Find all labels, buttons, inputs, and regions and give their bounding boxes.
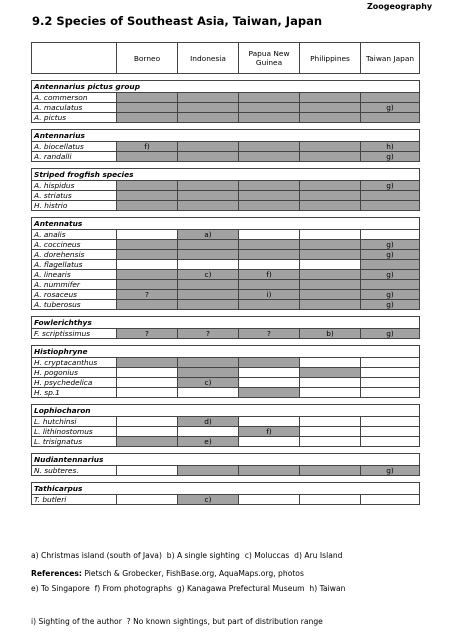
- spacer-cell: [32, 339, 420, 346]
- distribution-cell: [300, 427, 361, 437]
- distribution-cell: [117, 240, 178, 250]
- species-name: L. lithinostomus: [32, 427, 117, 437]
- distribution-cell: [300, 290, 361, 300]
- distribution-cell: g): [361, 250, 420, 260]
- distribution-cell: [117, 427, 178, 437]
- spacer-cell: [32, 123, 420, 130]
- distribution-cell: d): [178, 417, 239, 427]
- species-name: A. hispidus: [32, 181, 117, 191]
- group-title: Striped frogfish species: [32, 169, 420, 181]
- species-name: H. cryptacanthus: [32, 358, 117, 368]
- distribution-cell: c): [178, 270, 239, 280]
- distribution-cell: b): [300, 329, 361, 339]
- group-title: Nudiantennarius: [32, 454, 420, 466]
- distribution-cell: [117, 495, 178, 505]
- distribution-cell: [117, 358, 178, 368]
- species-name: H. psychedelica: [32, 378, 117, 388]
- section-tag: Zoogeography: [367, 2, 433, 11]
- distribution-cell: [239, 142, 300, 152]
- distribution-cell: [117, 280, 178, 290]
- group-header-row: [32, 483, 420, 495]
- distribution-cell: [117, 437, 178, 447]
- distribution-cell: [239, 466, 300, 476]
- group-spacer: [32, 476, 420, 483]
- distribution-cell: f): [239, 427, 300, 437]
- distribution-cell: [361, 260, 420, 270]
- distribution-cell: [178, 201, 239, 211]
- group-header-row: [32, 81, 420, 93]
- distribution-cell: [178, 427, 239, 437]
- distribution-cell: [300, 417, 361, 427]
- distribution-cell: [178, 466, 239, 476]
- distribution-cell: [239, 280, 300, 290]
- distribution-cell: g): [361, 300, 420, 310]
- group-title: Lophiocharon: [32, 405, 420, 417]
- distribution-cell: [239, 250, 300, 260]
- species-name: H. histrio: [32, 201, 117, 211]
- distribution-cell: e): [178, 437, 239, 447]
- distribution-cell: [178, 181, 239, 191]
- distribution-cell: [117, 260, 178, 270]
- distribution-cell: [300, 240, 361, 250]
- group-header-row: [32, 405, 420, 417]
- species-name: A. maculatus: [32, 103, 117, 113]
- table-row: [32, 417, 420, 427]
- distribution-cell: [300, 270, 361, 280]
- distribution-cell: [239, 495, 300, 505]
- species-name: F. scriptissimus: [32, 329, 117, 339]
- references: [31, 569, 304, 578]
- column-header: Papua New Guinea: [239, 43, 300, 74]
- distribution-cell: [239, 152, 300, 162]
- species-name: A. linearis: [32, 270, 117, 280]
- distribution-cell: ?: [178, 329, 239, 339]
- distribution-cell: g): [361, 181, 420, 191]
- distribution-cell: [361, 437, 420, 447]
- table-row: [32, 466, 420, 476]
- table-row: [32, 270, 420, 280]
- distribution-cell: [361, 280, 420, 290]
- group-spacer: [32, 398, 420, 405]
- distribution-cell: [361, 495, 420, 505]
- column-header: Indonesia: [178, 43, 239, 74]
- distribution-cell: [361, 201, 420, 211]
- group-title: Antennatus: [32, 218, 420, 230]
- distribution-cell: [117, 230, 178, 240]
- footnote-line: a) Christmas island (south of Java) b) A single sighting c) Moluccas d) Aru Island: [31, 551, 343, 560]
- column-header: Philippines: [300, 43, 361, 74]
- species-name: T. butleri: [32, 495, 117, 505]
- table-row: [32, 329, 420, 339]
- group-spacer: [32, 339, 420, 346]
- species-name: A. rosaceus: [32, 290, 117, 300]
- distribution-cell: [239, 93, 300, 103]
- distribution-cell: [178, 240, 239, 250]
- distribution-cell: [117, 368, 178, 378]
- table-row: [32, 290, 420, 300]
- table-row: [32, 358, 420, 368]
- footnote-line: i) Sighting of the author ? No known sightings, but part of distribution range: [31, 617, 323, 626]
- distribution-cell: [239, 300, 300, 310]
- group-title: Tathicarpus: [32, 483, 420, 495]
- distribution-cell: [178, 280, 239, 290]
- distribution-cell: [300, 142, 361, 152]
- table-row: [32, 260, 420, 270]
- distribution-cell: [178, 388, 239, 398]
- distribution-cell: a): [178, 230, 239, 240]
- references-label: References:: [31, 569, 82, 578]
- spacer-cell: [32, 162, 420, 169]
- distribution-cell: [178, 93, 239, 103]
- distribution-cell: [117, 93, 178, 103]
- distribution-cell: f): [117, 142, 178, 152]
- species-name: N. subteres.: [32, 466, 117, 476]
- table-row: [32, 437, 420, 447]
- group-title: Antennarius: [32, 130, 420, 142]
- distribution-cell: g): [361, 290, 420, 300]
- distribution-cell: [117, 103, 178, 113]
- distribution-cell: [117, 388, 178, 398]
- distribution-cell: ?: [117, 329, 178, 339]
- distribution-cell: [300, 466, 361, 476]
- distribution-cell: i): [239, 290, 300, 300]
- distribution-cell: [239, 191, 300, 201]
- distribution-cell: [239, 181, 300, 191]
- distribution-cell: [178, 300, 239, 310]
- table-row: [32, 250, 420, 260]
- table-body: [32, 74, 420, 505]
- distribution-cell: [178, 358, 239, 368]
- distribution-cell: [361, 113, 420, 123]
- distribution-cell: [300, 113, 361, 123]
- species-name: A. commerson: [32, 93, 117, 103]
- column-header: Borneo: [117, 43, 178, 74]
- table-row: [32, 181, 420, 191]
- species-name: L. hutchinsi: [32, 417, 117, 427]
- distribution-cell: g): [361, 466, 420, 476]
- spacer-cell: [32, 74, 420, 81]
- distribution-cell: [239, 201, 300, 211]
- table-row: [32, 201, 420, 211]
- distribution-cell: [300, 191, 361, 201]
- distribution-cell: [178, 368, 239, 378]
- group-title: Antennarius pictus group: [32, 81, 420, 93]
- distribution-cell: [178, 191, 239, 201]
- distribution-cell: [239, 417, 300, 427]
- distribution-cell: [300, 495, 361, 505]
- distribution-cell: [178, 152, 239, 162]
- distribution-cell: [117, 378, 178, 388]
- distribution-cell: [239, 240, 300, 250]
- distribution-cell: [300, 201, 361, 211]
- table-row: [32, 113, 420, 123]
- distribution-cell: [239, 260, 300, 270]
- distribution-cell: [300, 388, 361, 398]
- group-header-row: [32, 169, 420, 181]
- distribution-cell: g): [361, 103, 420, 113]
- table-row: [32, 93, 420, 103]
- distribution-cell: [361, 388, 420, 398]
- distribution-cell: g): [361, 329, 420, 339]
- spacer-cell: [32, 310, 420, 317]
- distribution-cell: h): [361, 142, 420, 152]
- distribution-cell: [300, 300, 361, 310]
- table-row: [32, 427, 420, 437]
- group-spacer: [32, 123, 420, 130]
- species-name: A. randalli: [32, 152, 117, 162]
- distribution-cell: ?: [117, 290, 178, 300]
- distribution-cell: [117, 191, 178, 201]
- distribution-cell: [361, 230, 420, 240]
- distribution-cell: [361, 427, 420, 437]
- distribution-cell: [300, 368, 361, 378]
- group-header-row: [32, 454, 420, 466]
- species-name: A. nummifer: [32, 280, 117, 290]
- spacer-cell: [32, 447, 420, 454]
- distribution-cell: [117, 300, 178, 310]
- group-title: Histiophryne: [32, 346, 420, 358]
- distribution-cell: [361, 417, 420, 427]
- footnotes: [31, 528, 345, 638]
- distribution-cell: [239, 358, 300, 368]
- distribution-cell: [361, 358, 420, 368]
- distribution-cell: [239, 230, 300, 240]
- distribution-cell: [300, 250, 361, 260]
- distribution-cell: [300, 230, 361, 240]
- distribution-cell: g): [361, 270, 420, 280]
- distribution-cell: [117, 113, 178, 123]
- table-row: [32, 368, 420, 378]
- distribution-cell: [117, 250, 178, 260]
- distribution-cell: [361, 368, 420, 378]
- distribution-cell: [300, 260, 361, 270]
- references-text: Pietsch & Grobecker, FishBase.org, AquaMaps.org, photos: [81, 569, 304, 578]
- spacer-cell: [32, 398, 420, 405]
- group-header-row: [32, 130, 420, 142]
- distribution-cell: [300, 280, 361, 290]
- distribution-cell: [178, 290, 239, 300]
- table-row: [32, 240, 420, 250]
- distribution-cell: [239, 368, 300, 378]
- group-spacer: [32, 310, 420, 317]
- distribution-cell: [300, 181, 361, 191]
- group-spacer: [32, 447, 420, 454]
- species-name: A. striatus: [32, 191, 117, 201]
- table-row: [32, 495, 420, 505]
- distribution-cell: [178, 142, 239, 152]
- footnote-line: e) To Singapore f) From photographs g) Kanagawa Prefectural Museum h) Taiwan: [31, 584, 346, 593]
- distribution-cell: [239, 103, 300, 113]
- distribution-cell: [239, 437, 300, 447]
- distribution-cell: g): [361, 152, 420, 162]
- distribution-cell: [178, 260, 239, 270]
- table-row: [32, 388, 420, 398]
- distribution-cell: c): [178, 378, 239, 388]
- distribution-cell: g): [361, 240, 420, 250]
- group-spacer: [32, 162, 420, 169]
- species-name: H. sp.1: [32, 388, 117, 398]
- species-name: A. dorehensis: [32, 250, 117, 260]
- distribution-cell: [300, 437, 361, 447]
- distribution-cell: [361, 93, 420, 103]
- table-row: [32, 300, 420, 310]
- distribution-cell: [117, 417, 178, 427]
- distribution-cell: [300, 152, 361, 162]
- distribution-cell: [361, 378, 420, 388]
- table-row: [32, 152, 420, 162]
- table-row: [32, 230, 420, 240]
- distribution-cell: [300, 358, 361, 368]
- distribution-table: [31, 42, 420, 505]
- spacer-cell: [32, 476, 420, 483]
- group-header-row: [32, 346, 420, 358]
- group-spacer: [32, 74, 420, 81]
- distribution-cell: [117, 181, 178, 191]
- distribution-cell: [178, 250, 239, 260]
- distribution-cell: c): [178, 495, 239, 505]
- distribution-cell: [300, 93, 361, 103]
- group-title: Fowlerichthys: [32, 317, 420, 329]
- spacer-cell: [32, 211, 420, 218]
- table-row: [32, 142, 420, 152]
- distribution-cell: [239, 388, 300, 398]
- group-header-row: [32, 317, 420, 329]
- distribution-cell: [117, 466, 178, 476]
- species-name: H. pogonius: [32, 368, 117, 378]
- page-title: 9.2 Species of Southeast Asia, Taiwan, Japan: [32, 14, 323, 28]
- group-header-row: [32, 218, 420, 230]
- species-name: A. coccineus: [32, 240, 117, 250]
- distribution-cell: ?: [239, 329, 300, 339]
- distribution-cell: [178, 103, 239, 113]
- header-blank: [32, 43, 117, 74]
- distribution-cell: [239, 113, 300, 123]
- distribution-cell: f): [239, 270, 300, 280]
- distribution-cell: [117, 270, 178, 280]
- column-header: Taiwan Japan: [361, 43, 420, 74]
- table-row: [32, 378, 420, 388]
- distribution-cell: [239, 378, 300, 388]
- distribution-cell: [178, 113, 239, 123]
- species-name: A. analis: [32, 230, 117, 240]
- species-name: A. pictus: [32, 113, 117, 123]
- species-name: A. flagellatus: [32, 260, 117, 270]
- distribution-cell: [300, 378, 361, 388]
- distribution-cell: [361, 191, 420, 201]
- species-name: A. tuberosus: [32, 300, 117, 310]
- table-row: [32, 191, 420, 201]
- species-name: L. trisignatus: [32, 437, 117, 447]
- distribution-cell: [117, 152, 178, 162]
- distribution-cell: [300, 103, 361, 113]
- species-name: A. biocellatus: [32, 142, 117, 152]
- group-spacer: [32, 211, 420, 218]
- table-row: [32, 280, 420, 290]
- distribution-cell: [117, 201, 178, 211]
- table-row: [32, 103, 420, 113]
